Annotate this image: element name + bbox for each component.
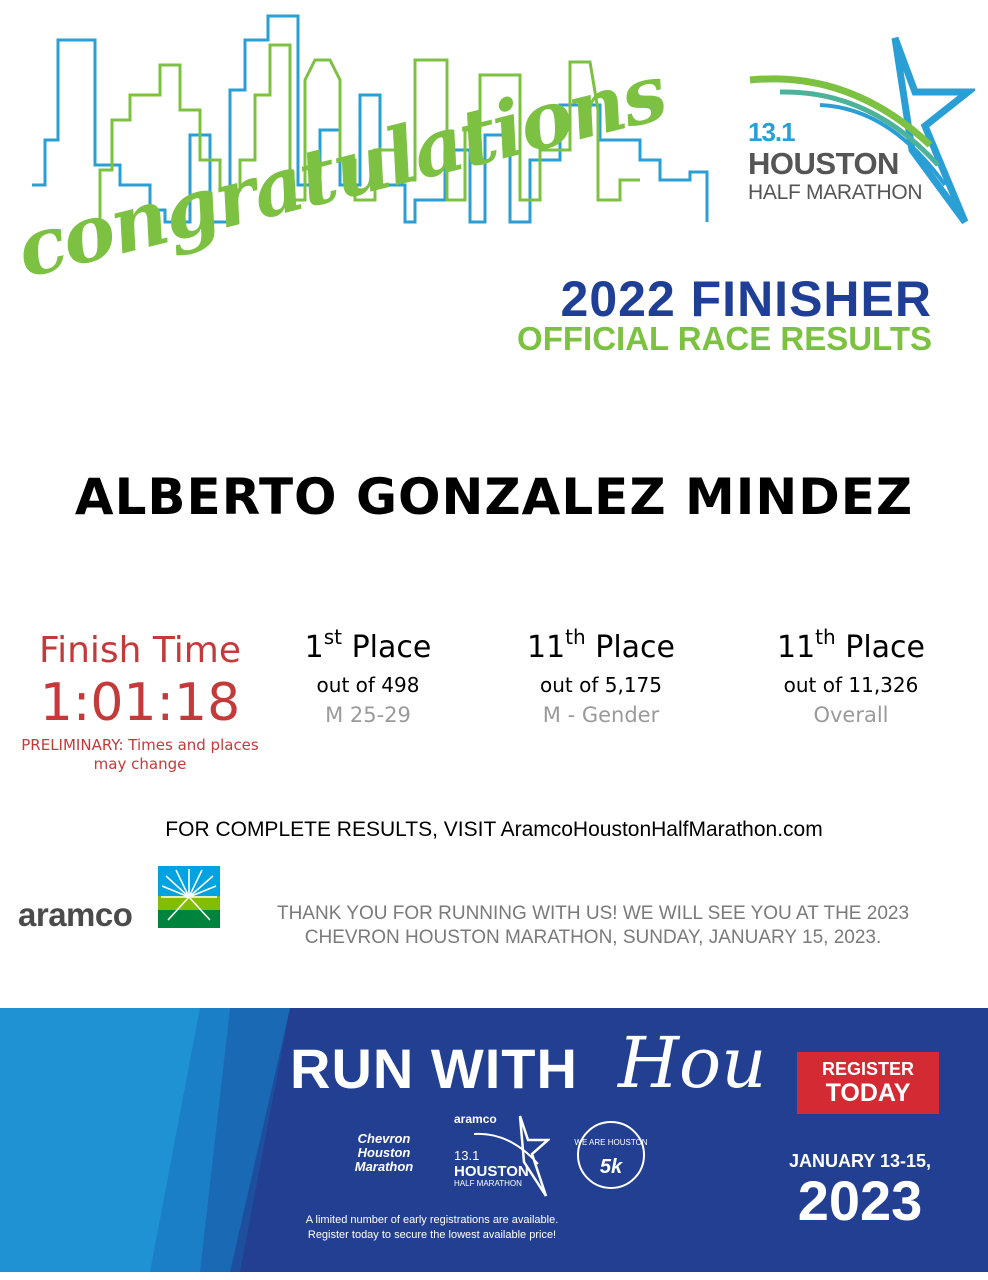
preliminary-note: PRELIMINARY: Times and places may change bbox=[21, 736, 259, 773]
place-out-of: out of 5,175 bbox=[539, 673, 662, 697]
register-label-line-1: REGISTER bbox=[821, 1059, 914, 1079]
chevron-marathon-logo: Chevron Houston Marathon bbox=[354, 1131, 414, 1174]
thank-you-message bbox=[228, 902, 958, 950]
logo-city: HOUSTON bbox=[748, 146, 899, 181]
banner-script-text: Hou bbox=[618, 1022, 767, 1104]
thank-you-line-1: THANK YOU FOR RUNNING WITH US! WE WILL SEE YOU AT THE 2023 bbox=[276, 903, 910, 924]
fine-print-line-1: A limited number of early registrations are available. bbox=[305, 1214, 559, 1226]
congratulations-script: congratulations bbox=[7, 47, 674, 296]
registration-banner[interactable] bbox=[0, 1008, 988, 1272]
register-label-line-2: TODAY bbox=[825, 1079, 911, 1107]
official-results-subtitle: OFFICIAL RACE RESULTS bbox=[517, 320, 932, 357]
thank-you-line-2: CHEVRON HOUSTON MARATHON, SUNDAY, JANUARY 15, 2023. bbox=[304, 927, 882, 948]
fine-print-line-2: Register today to secure the lowest available price! bbox=[307, 1229, 557, 1241]
place-title: 11th Place bbox=[776, 625, 926, 665]
mini-half-number: 13.1 bbox=[454, 1148, 480, 1163]
place-category: M - Gender bbox=[542, 703, 660, 727]
place-category: Overall bbox=[813, 703, 889, 727]
place-category: M 25-29 bbox=[325, 703, 411, 727]
logo-number: 13.1 bbox=[748, 117, 795, 147]
mini-half-city: HOUSTON bbox=[454, 1163, 529, 1180]
mini-half-subtitle: HALF MARATHON bbox=[454, 1179, 522, 1188]
aramco-wordmark: aramco bbox=[18, 896, 133, 933]
event-dates: JANUARY 13-15, bbox=[788, 1151, 932, 1171]
mini-aramco-wordmark: aramco bbox=[454, 1112, 497, 1126]
5k-badge-label: 5k bbox=[599, 1156, 623, 1178]
event-year: 2023 bbox=[797, 1169, 923, 1232]
we-are-houston-5k-badge bbox=[574, 1118, 648, 1192]
banner-fine-print bbox=[262, 1213, 602, 1243]
logo-subtitle: HALF MARATHON bbox=[748, 181, 923, 204]
place-title: 1st Place bbox=[304, 625, 432, 665]
5k-badge-top-text: WE ARE HOUSTON bbox=[574, 1138, 648, 1147]
finisher-title: 2022 FINISHER bbox=[560, 271, 932, 327]
place-block-gender bbox=[481, 626, 721, 730]
finish-time-block bbox=[20, 630, 260, 774]
finish-time-value: 1:01:18 bbox=[39, 673, 241, 733]
register-today-button[interactable] bbox=[797, 1052, 939, 1114]
banner-headline: RUN WITH bbox=[290, 1037, 578, 1100]
place-title: 11th Place bbox=[526, 625, 676, 665]
place-out-of: out of 498 bbox=[316, 673, 420, 697]
place-block-overall bbox=[731, 626, 971, 730]
place-out-of: out of 11,326 bbox=[783, 673, 919, 697]
aramco-star-icon bbox=[158, 866, 220, 928]
complete-results-link[interactable]: FOR COMPLETE RESULTS, VISIT AramcoHoustonHalfMarathon.com bbox=[165, 818, 823, 841]
place-block-age-group bbox=[248, 626, 488, 730]
runner-name: ALBERTO GONZALEZ MINDEZ bbox=[74, 468, 914, 526]
finish-time-label: Finish Time bbox=[38, 630, 242, 671]
